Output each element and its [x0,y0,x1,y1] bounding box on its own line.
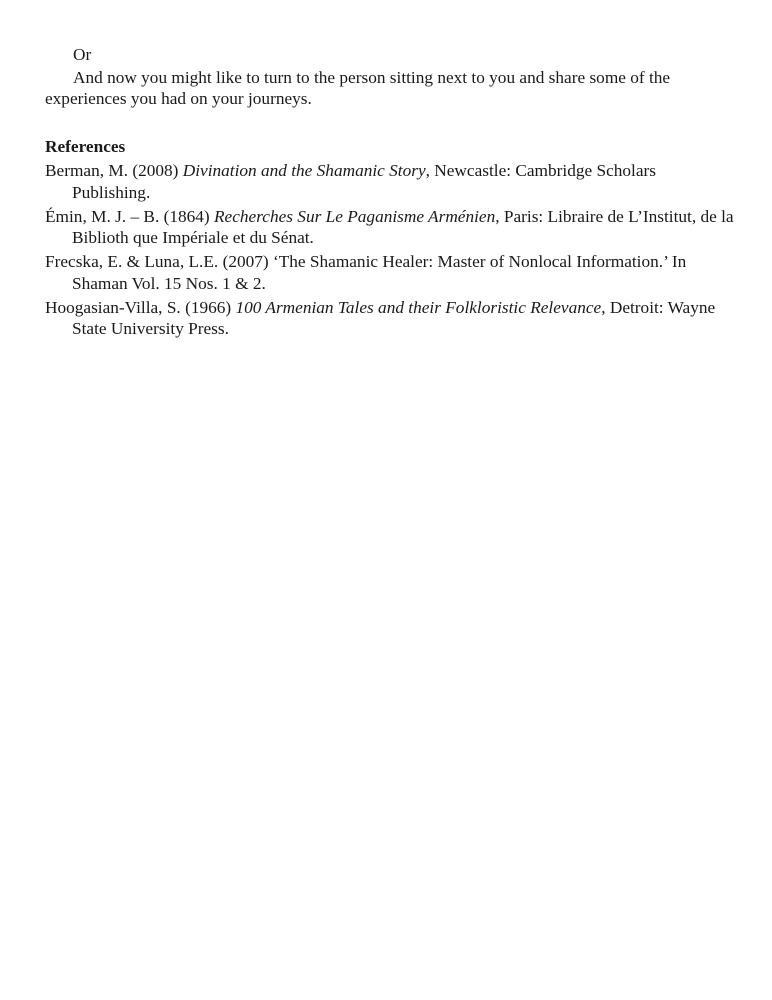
reference-tail: , Paris: Libraire de L’Institut, de la Biblioth que Impériale et du Sénat. [72,206,734,247]
reference-lead: Hoogasian-Villa, S. (1966) [45,297,236,317]
reference-tail: , Detroit: Wayne State University Press. [72,297,716,338]
reference-item-berman [45,160,735,203]
reference-title: Divination and the Shamanic Story [182,161,426,180]
paragraph-share-experiences: And now you might like to turn to the person sitting next to you and share some of the experiences you had on your journeys. [45,67,671,108]
reference-tail: , Newcastle: Cambridge Scholars Publishing. [72,161,656,202]
reference-title: 100 Armenian Tales and their Folkloristic Relevance [235,297,602,317]
references-heading: References [45,136,126,156]
reference-item-frecska [45,251,735,294]
reference-lead: Berman, M. (2008) [45,161,183,180]
reference-lead: Frecska, E. & Luna, L.E. (2007) ‘The Shamanic Healer: Master of Nonlocal Information.’ In Shaman Vol. 15 Nos. 1 & 2. [45,252,687,293]
reference-title: Recherches Sur Le Paganisme Arménien [213,206,496,226]
paragraph-or: Or [73,45,92,64]
references-list [45,160,735,340]
reference-item-hoogasian-villa [45,297,735,340]
document-page [45,44,735,342]
reference-lead: Émin, M. J. – B. (1864) [45,206,214,226]
reference-item-emin [45,206,735,249]
